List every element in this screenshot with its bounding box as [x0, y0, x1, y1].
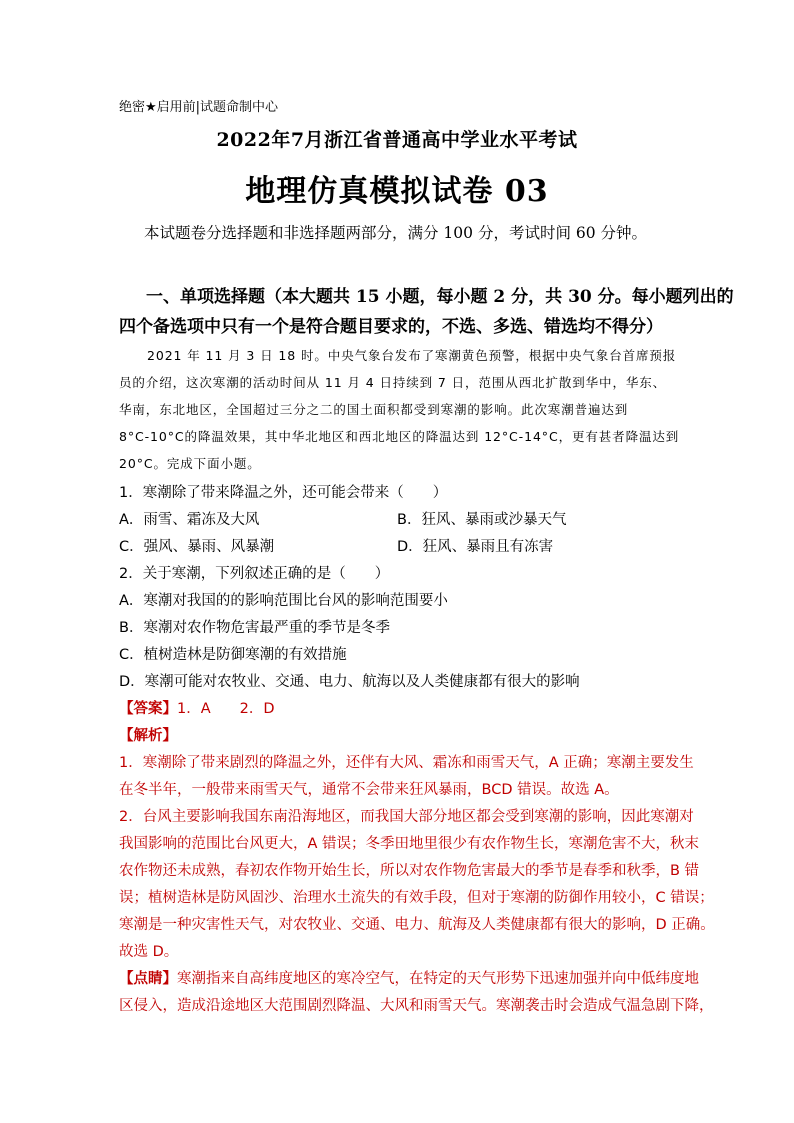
analysis-line: 寒潮是一种灾害性天气，对农牧业、交通、电力、航海及人类健康都有很大的影响，D 正确。 [119, 917, 715, 933]
secret-mark: 绝密★启用前|试题命制中心 [119, 100, 279, 115]
section-heading-line2: 四个备选项中只有一个是符合题目要求的，不选、多选、错选均不得分） [119, 317, 663, 337]
question-2-option-a: A．寒潮对我国的的影响范围比台风的影响范围要小 [119, 593, 448, 609]
question-2-option-c: C．植树造林是防御寒潮的有效措施 [119, 647, 347, 663]
exam-intro: 本试题卷分选择题和非选择题两部分，满分 100 分，考试时间 60 分钟。 [144, 224, 648, 242]
answer-line [119, 697, 275, 718]
analysis-line: 1．寒潮除了带来剧烈的降温之外，还伴有大风、霜冻和雨雪天气，A 正确；寒潮主要发生 [119, 755, 694, 771]
question-2-option-d: D．寒潮可能对农牧业、交通、电力、航海以及人类健康都有很大的影响 [119, 674, 580, 690]
tip-text: 寒潮指来自高纬度地区的寒冷空气，在特定的天气形势下迅速加强并向中低纬度地 [177, 971, 699, 987]
passage-line: 20°C。完成下面小题。 [119, 456, 261, 471]
question-2-stem: 2．关于寒潮，下列叙述正确的是（ ） [119, 566, 390, 582]
analysis-line: 在冬半年，一般带来雨雪天气，通常不会带来狂风暴雨，BCD 错误。故选 A。 [119, 782, 619, 798]
passage-line: 员的介绍，这次寒潮的活动时间从 11 月 4 日持续到 7 日，范围从西北扩散到华中，华东、 [119, 375, 667, 390]
analysis-tag: 【解析】 [119, 728, 177, 744]
question-1-option-c: C．强风、暴雨、风暴潮 [119, 539, 275, 555]
answer-value: 1．A 2．D [177, 701, 275, 717]
question-1-option-d: D．狂风、暴雨且有冻害 [397, 539, 554, 555]
analysis-line: 农作物还未成熟，春初农作物开始生长，所以对农作物危害最大的季节是春季和秋季，B 错 [119, 863, 700, 879]
analysis-line: 故选 D。 [119, 944, 179, 960]
tip-line-1 [119, 967, 699, 988]
passage-line: 华南，东北地区，全国超过三分之二的国土面积都受到寒潮的影响。此次寒潮普遍达到 [119, 402, 629, 417]
tip-line-2: 区侵入，造成沿途地区大范围剧烈降温、大风和雨雪天气。寒潮袭击时会造成气温急剧下降， [119, 998, 714, 1014]
answer-tag: 【答案】 [119, 701, 177, 717]
tip-tag: 【点睛】 [119, 971, 177, 987]
analysis-line: 2．台风主要影响我国东南沿海地区，而我国大部分地区都会受到寒潮的影响，因此寒潮对 [119, 809, 694, 825]
passage-line: 2021 年 11 月 3 日 18 时。中央气象台发布了寒潮黄色预警，根据中央气象台首席预报 [147, 348, 677, 363]
analysis-line: 误；植树造林是防风固沙、治理水土流失的有效手段，但对于寒潮的防御作用较小，C 错误； [119, 890, 714, 906]
question-1-stem: 1．寒潮除了带来降温之外，还可能会带来（ ） [119, 485, 448, 501]
question-1-option-b: B．狂风、暴雨或沙暴天气 [397, 512, 567, 528]
exam-subtitle: 地理仿真模拟试卷 03 [245, 174, 549, 209]
exam-title: 2022年7月浙江省普通高中学业水平考试 [216, 129, 578, 151]
question-1-option-a: A．雨雪、霜冻及大风 [119, 512, 260, 528]
passage-line: 8°C-10°C的降温效果，其中华北地区和西北地区的降温达到 12°C-14°C，更有甚者降温达到 [119, 429, 680, 444]
question-2-option-b: B．寒潮对农作物危害最严重的季节是冬季 [119, 620, 390, 636]
analysis-line: 我国影响的范围比台风更大，A 错误；冬季田地里很少有农作物生长，寒潮危害不大，秋末 [119, 836, 700, 852]
section-heading-line1: 一、单项选择题（本大题共 15 小题，每小题 2 分，共 30 分。每小题列出的 [146, 287, 734, 307]
